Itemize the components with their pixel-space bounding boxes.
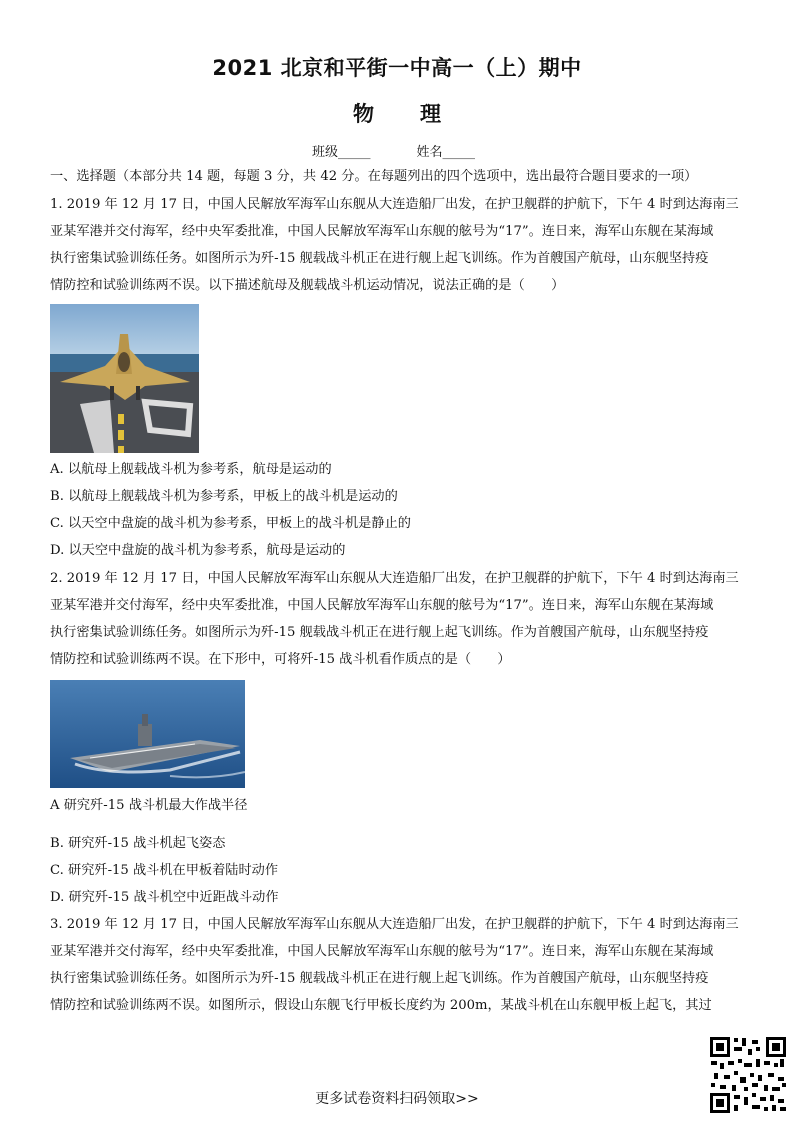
q1-line: 情防控和试验训练两不误。以下描述航母及舰载战斗机运动情况，说法正确的是（ ）: [50, 278, 565, 293]
section-heading: 一、选择题（本部分共 14 题，每题 3 分，共 42 分。在每题列出的四个选项中，选出最符合题目要求的一项）: [50, 169, 698, 184]
q1-option-d: D. 以天空中盘旋的战斗机为参考系，航母是运动的: [50, 543, 346, 558]
q2-line: 2. 2019 年 12 月 17 日，中国人民解放军海军山东舰从大连造船厂出发，在护卫舰群的护航下，下午 4 时到达海南三: [50, 571, 739, 586]
q1-line: 执行密集试验训练任务。如图所示为歼-15 舰载战斗机正在进行舰上起飞训练。作为首艘国产航母，山东舰坚持疫: [50, 251, 709, 266]
exam-title: 2021 北京和平街一中高一（上）期中: [212, 56, 582, 80]
q2-option-a: A 研究歼-15 战斗机最大作战半径: [50, 798, 248, 813]
q3-line: 3. 2019 年 12 月 17 日，中国人民解放军海军山东舰从大连造船厂出发，在护卫舰群的护航下，下午 4 时到达海南三: [50, 917, 739, 932]
student-info: [312, 141, 475, 160]
name-field: 姓名_____: [416, 145, 476, 160]
fighter-jet-photo: [50, 304, 199, 453]
q2-option-b: B. 研究歼-15 战斗机起飞姿态: [50, 836, 226, 851]
q3-line: 情防控和试验训练两不误。如图所示，假设山东舰飞行甲板长度约为 200m，某战斗机在山东舰甲板上起飞，其过: [50, 998, 712, 1013]
q2-option-c: C. 研究歼-15 战斗机在甲板着陆时动作: [50, 863, 279, 878]
q3-line: 亚某军港并交付海军，经中央军委批准，中国人民解放军海军山东舰的舷号为“17”。连日来，海军山东舰在某海域: [50, 944, 714, 959]
class-field: 班级_____: [312, 145, 371, 160]
q2-line: 执行密集试验训练任务。如图所示为歼-15 舰载战斗机正在进行舰上起飞训练。作为首艘国产航母，山东舰坚持疫: [50, 625, 709, 640]
q1-option-a: A. 以航母上舰载战斗机为参考系，航母是运动的: [50, 462, 332, 477]
q3-line: 执行密集试验训练任务。如图所示为歼-15 舰载战斗机正在进行舰上起飞训练。作为首艘国产航母，山东舰坚持疫: [50, 971, 709, 986]
q1-line: 亚某军港并交付海军，经中央军委批准，中国人民解放军海军山东舰的舷号为“17”。连日来，海军山东舰在某海域: [50, 224, 714, 239]
aircraft-carrier-photo: [50, 680, 245, 788]
q2-line: 情防控和试验训练两不误。在下形中，可将歼-15 战斗机看作质点的是（ ）: [50, 652, 511, 667]
subject-title: 物理: [353, 102, 487, 126]
footer-text[interactable]: 更多试卷资料扫码领取>>: [315, 1091, 479, 1107]
q2-option-d: D. 研究歼-15 战斗机空中近距战斗动作: [50, 890, 279, 905]
q1-option-c: C. 以天空中盘旋的战斗机为参考系，甲板上的战斗机是静止的: [50, 516, 411, 531]
q2-line: 亚某军港并交付海军，经中央军委批准，中国人民解放军海军山东舰的舷号为“17”。连日来，海军山东舰在某海域: [50, 598, 714, 613]
q1-line: 1. 2019 年 12 月 17 日，中国人民解放军海军山东舰从大连造船厂出发，在护卫舰群的护航下，下午 4 时到达海南三: [50, 197, 739, 212]
q1-option-b: B. 以航母上舰载战斗机为参考系，甲板上的战斗机是运动的: [50, 489, 398, 504]
